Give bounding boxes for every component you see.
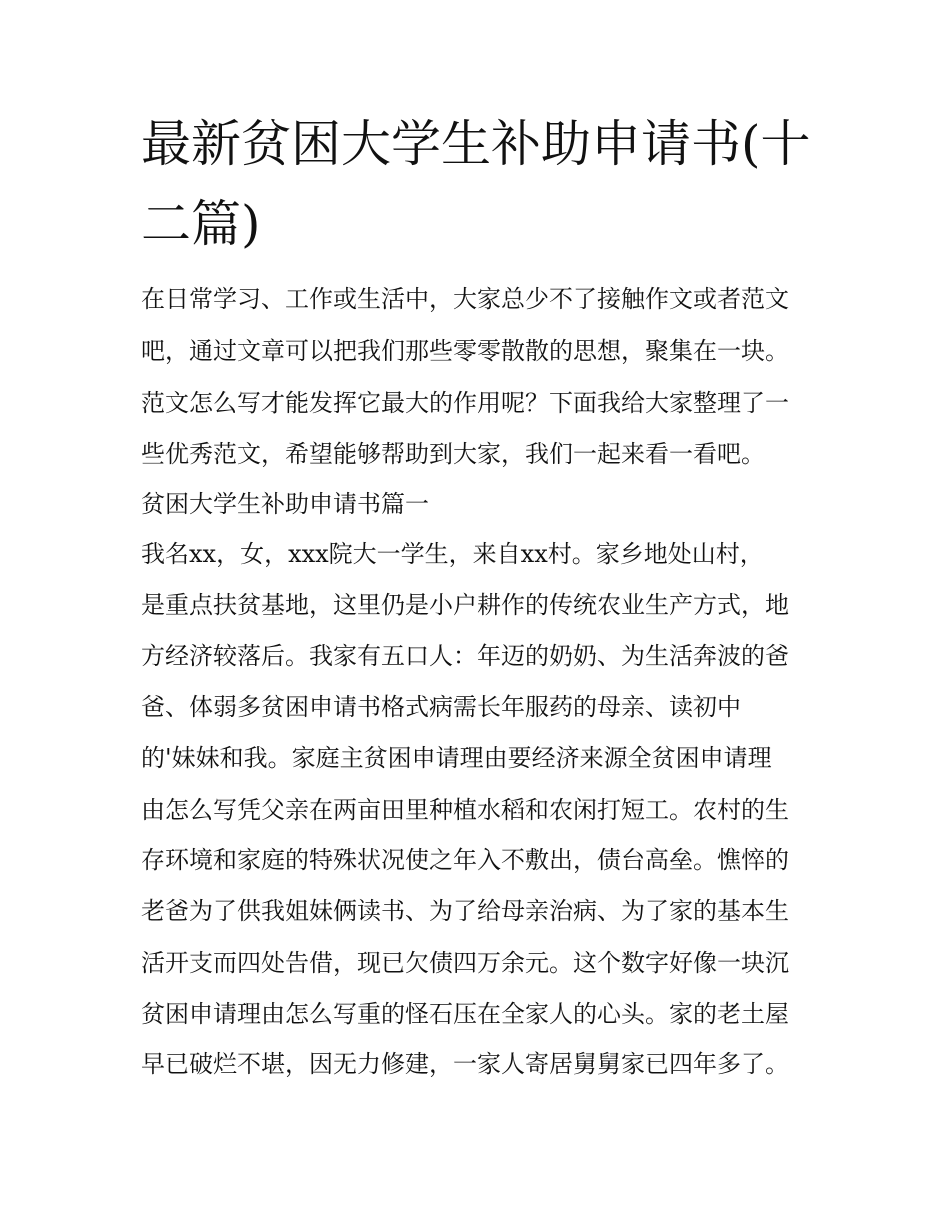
body-line-10: 的'妹妹和我。家庭主贫困申请理由要经济来源全贫困申请理 <box>141 744 772 772</box>
body-line-13: 老爸为了供我姐妹俩读书、为了给母亲治病、为了家的基本生 <box>141 897 789 925</box>
body-line-6: 我名xx，女，xxx院大一学生，来自xx村。家乡地处山村， <box>141 540 764 568</box>
body-line-4: 些优秀范文，希望能够帮助到大家，我们一起来看一看吧。 <box>141 440 765 468</box>
document-title-line-1: 最新贫困大学生补助申请书(十 <box>141 115 811 173</box>
body-line-9: 爸、体弱多贫困申请书格式病需长年服药的母亲、读初中 <box>141 693 741 721</box>
body-line-14: 活开支而四处告借，现已欠债四万余元。这个数字好像一块沉 <box>141 949 789 977</box>
body-line-12: 存环境和家庭的特殊状况使之年入不敷出，债台高垒。憔悴的 <box>141 846 789 874</box>
body-line-16: 早已破烂不堪，因无力修建，一家人寄居舅舅家已四年多了。 <box>141 1050 789 1078</box>
body-line-8: 方经济较落后。我家有五口人：年迈的奶奶、为生活奔波的爸 <box>141 642 789 670</box>
body-line-1: 在日常学习、工作或生活中，大家总少不了接触作文或者范文 <box>141 285 789 313</box>
section-heading: 贫困大学生补助申请书篇一 <box>141 490 429 518</box>
body-line-11: 由怎么写凭父亲在两亩田里种植水稻和农闲打短工。农村的生 <box>141 796 789 824</box>
body-line-3: 范文怎么写才能发挥它最大的作用呢？下面我给大家整理了一 <box>141 389 789 417</box>
document-title-line-2: 二篇) <box>141 195 261 253</box>
body-line-15: 贫困申请理由怎么写重的怪石压在全家人的心头。家的老土屋 <box>141 1000 789 1028</box>
body-line-7: 是重点扶贫基地，这里仍是小户耕作的传统农业生产方式，地 <box>141 591 789 619</box>
body-line-2: 吧，通过文章可以把我们那些零零散散的思想，聚集在一块。 <box>141 337 789 365</box>
